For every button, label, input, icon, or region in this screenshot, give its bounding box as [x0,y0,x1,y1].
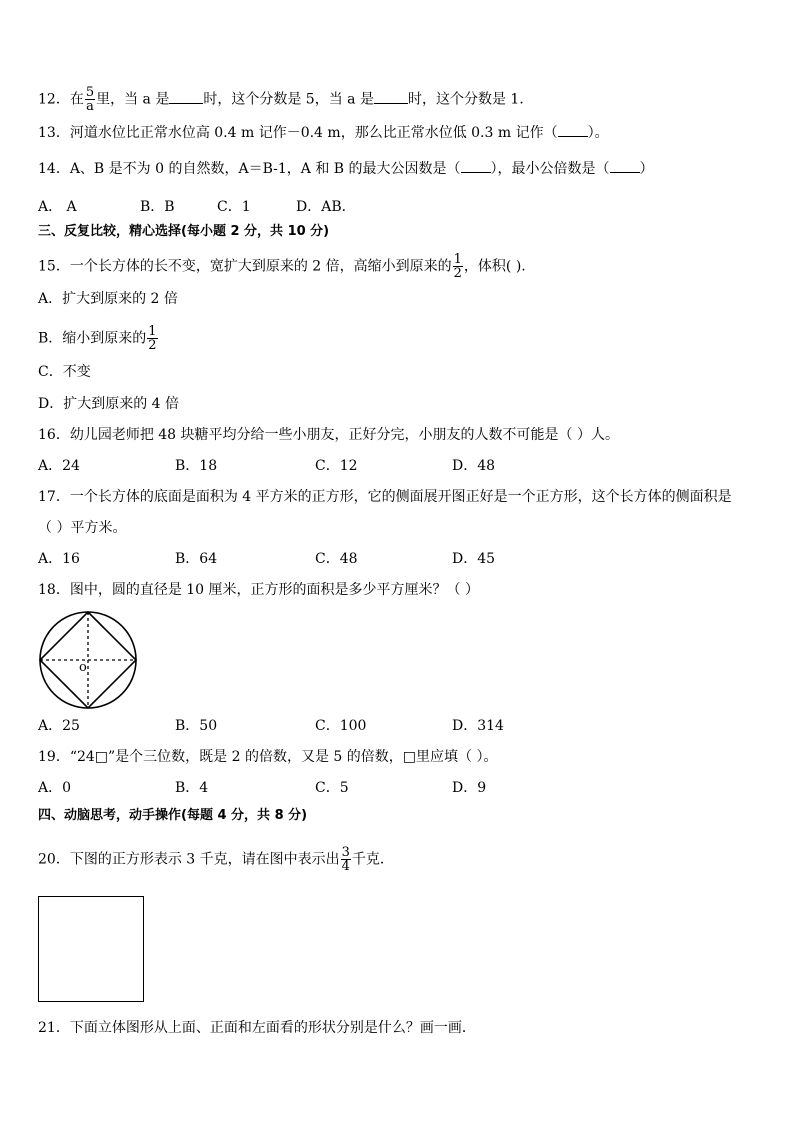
question-15: 15．一个长方体的长不变，宽扩大到原来的 2 倍，高缩小到原来的 $\frac{1}{2}$ ，体积( ). [38,252,526,281]
option-b[interactable]: B．64 [175,551,218,567]
center-label: o [79,660,87,675]
answer-blank[interactable] [169,89,203,104]
circle-square-figure [36,608,140,712]
question-19-options [38,778,738,798]
answer-blank[interactable] [374,89,408,104]
question-16-options [38,456,738,476]
option-b[interactable]: B．50 [175,718,218,734]
square-drawing-area[interactable] [38,896,144,1002]
option-d[interactable]: D．AB． [296,199,356,215]
option-c[interactable]: C．100 [315,718,367,734]
question-19: 19．“24□”是个三位数，既是 2 的倍数，又是 5 的倍数，□里应填（ ）。 [38,749,498,765]
question-21: 21．下面立体图形从上面、正面和左面看的形状分别是什么？画一画． [38,1020,476,1036]
question-18: 18．图中，圆的直径是 10 厘米，正方形的面积是多少平方厘米？（ ） [38,582,479,598]
answer-blank[interactable] [610,160,640,173]
fraction: $\frac{1}{2}$ [148,324,157,353]
question-18-options [38,716,738,736]
question-17-line-2: （ ）平方米。 [38,520,127,536]
fraction: $\frac{3}{4}$ [341,845,350,874]
question-14-options [38,197,738,217]
option-d[interactable]: D．45 [452,551,496,567]
option-b[interactable]: B．18 [175,458,218,474]
question-16: 16．幼儿园老师把 48 块糖平均分给一些小朋友，正好分完，小朋友的人数不可能是（ ）人。 [38,427,619,443]
option-d[interactable]: D．314 [452,718,504,734]
option-c[interactable]: C．1 [217,199,251,215]
option-b[interactable]: B．B [140,199,175,215]
question-13: 13．河道水位比正常水位高 0.4 m 记作－0.4 m，那么比正常水位低 0.3 m 记作（ ）。 [38,125,609,141]
option-c[interactable]: C．12 [315,458,358,474]
option-a[interactable]: A．扩大到原来的 2 倍 [38,291,178,307]
section-3-title: 三、反复比较，精心选择(每小题 2 分，共 10 分) [38,224,330,239]
option-a[interactable]: A．25 [38,718,80,734]
answer-blank[interactable] [558,124,588,137]
question-17-line-1: 17．一个长方体的底面是面积为 4 平方米的正方形，它的侧面展开图正好是一个正方形，这个长方体的侧面积是 [38,489,732,505]
option-b[interactable]: B．4 [175,780,209,796]
question-12: 12．在 $\frac{5}{a}$ 里，当 a 是 时，这个分数是 5，当 a 是 时，这个分数是 1． [38,85,534,114]
option-d[interactable]: D．扩大到原来的 4 倍 [38,396,180,412]
option-c[interactable]: C．5 [315,780,349,796]
option-b[interactable]: B．缩小到原来的 $\frac{1}{2}$ [38,324,157,353]
option-c[interactable]: C．不变 [38,364,91,380]
question-14: 14．A、B 是不为 0 的自然数，A＝B-1，A 和 B 的最大公因数是（ ），最小公倍数是（ ） [38,161,654,177]
option-a[interactable]: A．0 [38,780,72,796]
option-c[interactable]: C．48 [315,551,358,567]
answer-blank[interactable] [461,160,491,173]
question-20: 20．下图的正方形表示 3 千克，请在图中表示出 $\frac{3}{4}$ 千克． [38,845,394,874]
section-4-title: 四、动脑思考，动手操作(每题 4 分，共 8 分) [38,808,308,823]
option-d[interactable]: D．48 [452,458,496,474]
fraction: $\frac{1}{2}$ [453,252,462,281]
option-a[interactable]: A． A [38,199,77,215]
fraction: $\frac{5}{a}$ [85,85,95,114]
option-a[interactable]: A．24 [38,458,80,474]
question-17-options [38,549,738,569]
option-a[interactable]: A．16 [38,551,80,567]
option-d[interactable]: D．9 [452,780,487,796]
